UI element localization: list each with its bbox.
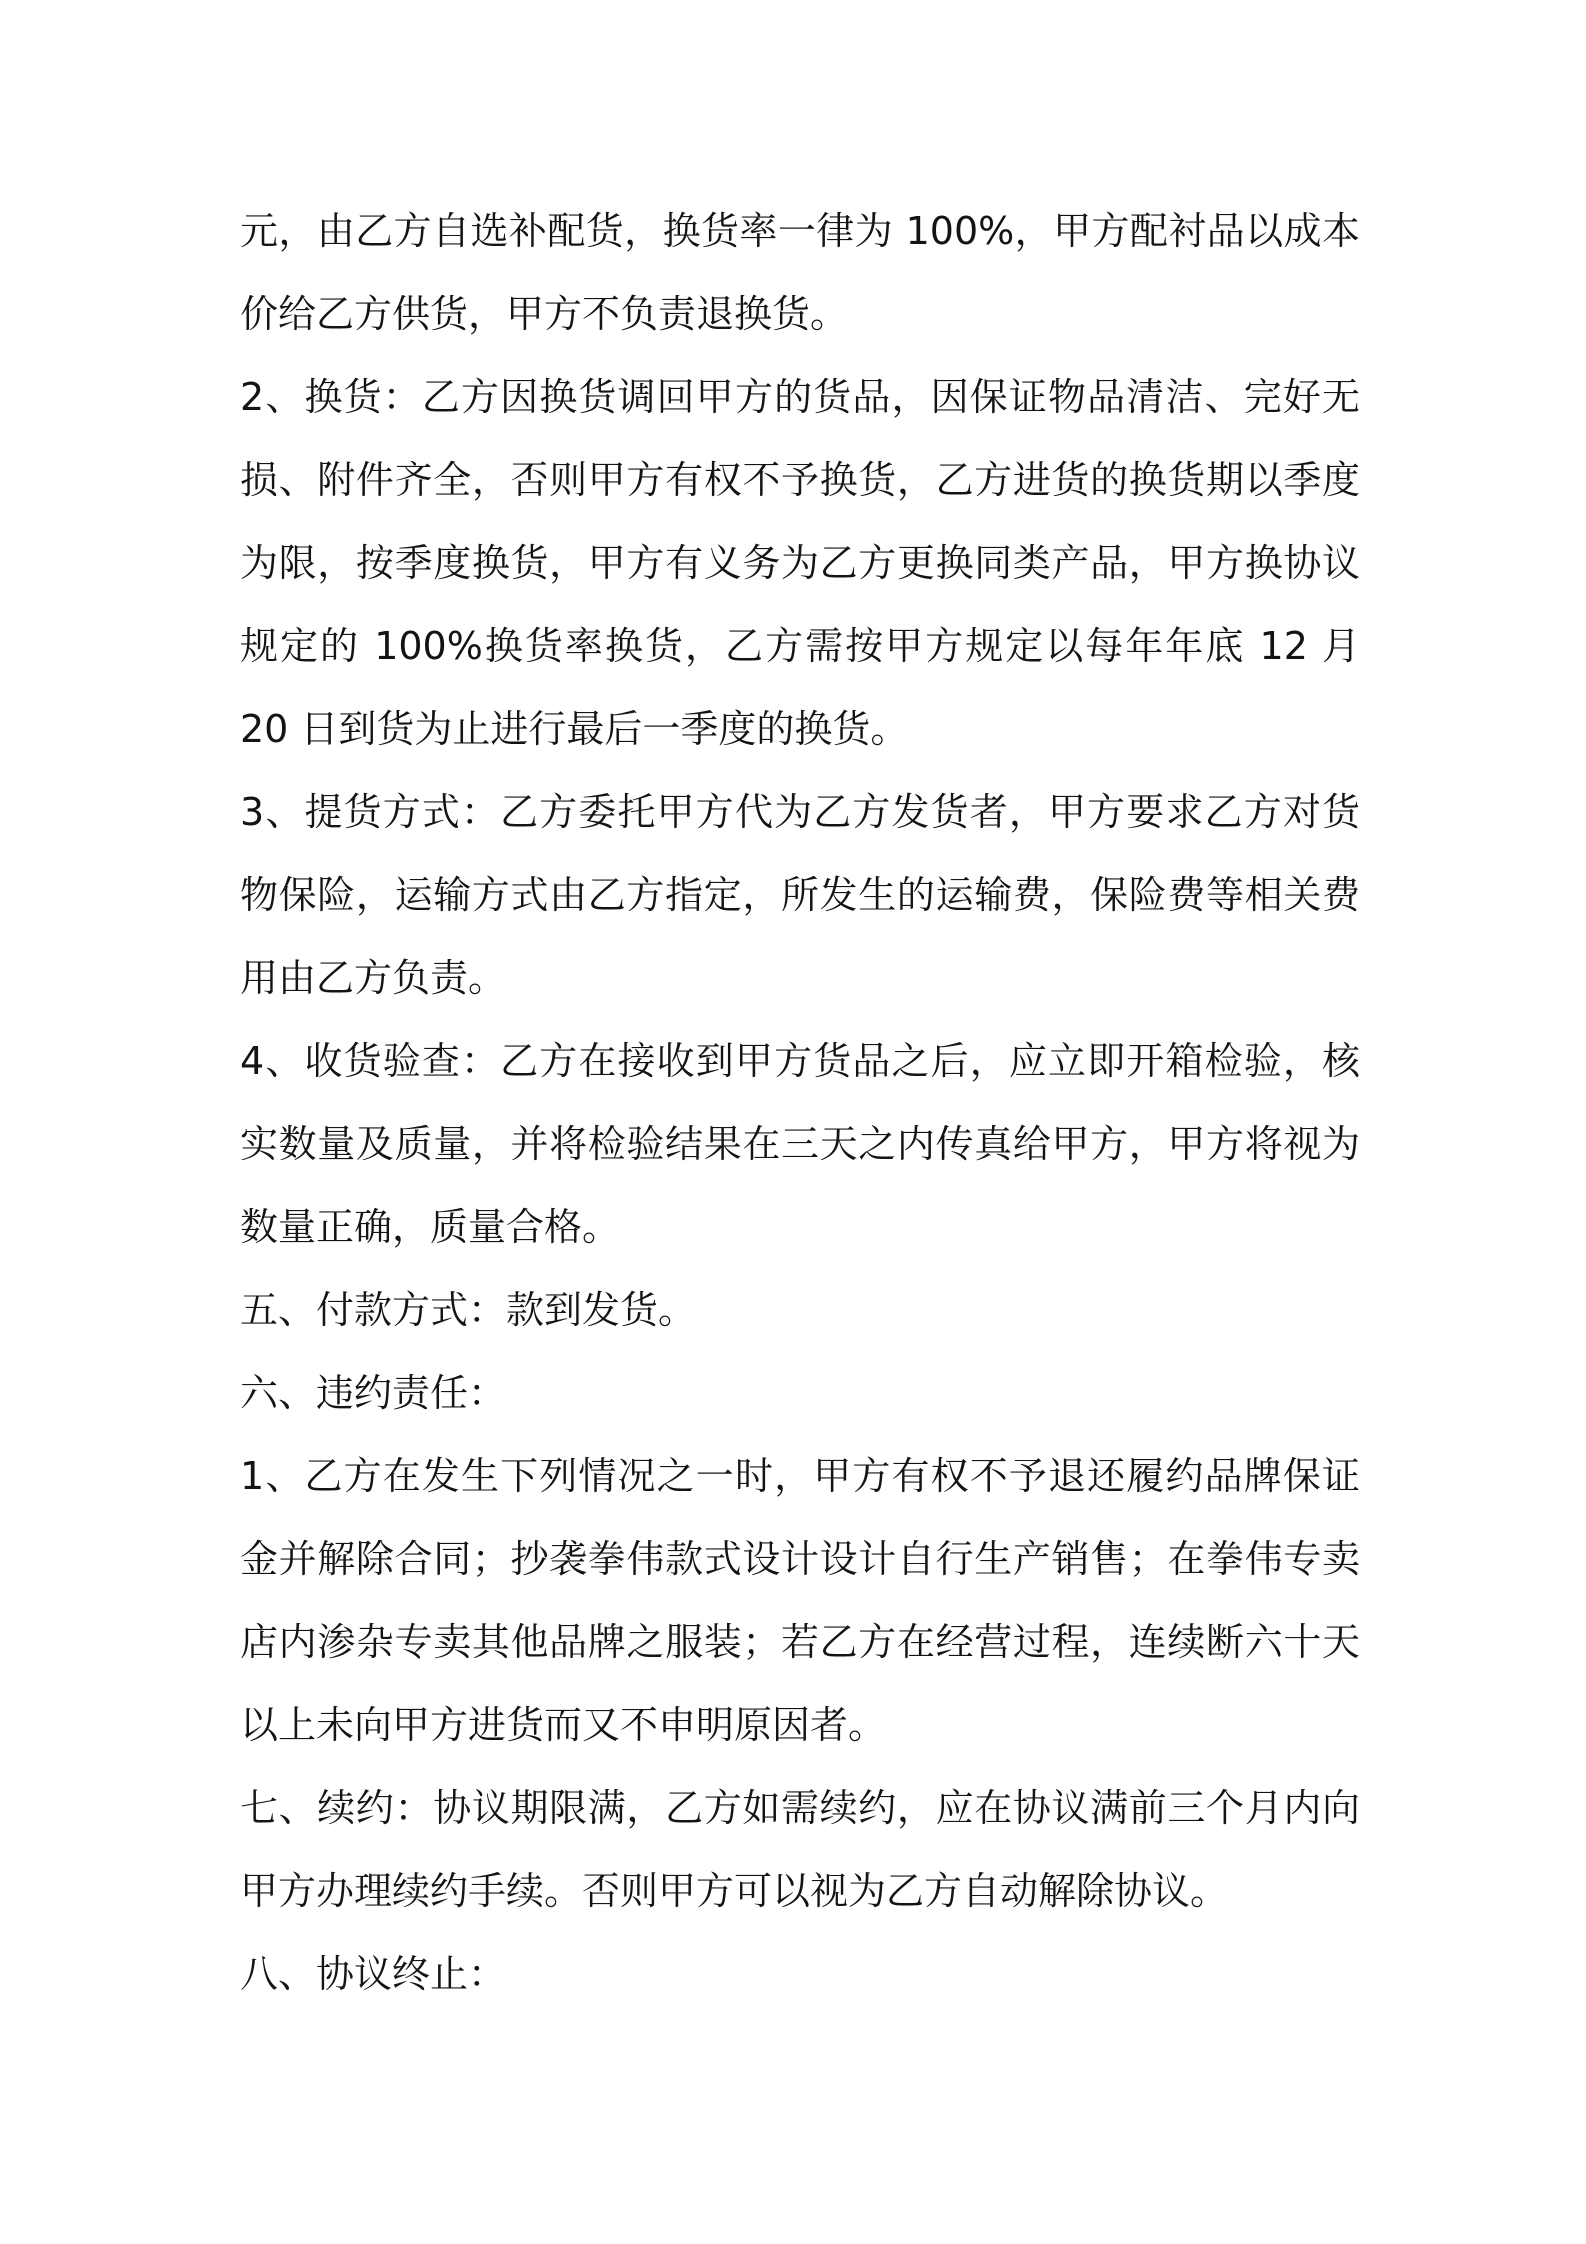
paragraph-delivery-method: 3、提货方式：乙方委托甲方代为乙方发货者，甲方要求乙方对货物保险，运输方式由乙方指定，所发生的运输费，保险费等相关费用由乙方负责。 <box>240 790 1360 1000</box>
paragraph-renewal: 七、续约：协议期限满，乙方如需续约，应在协议满前三个月内向甲方办理续约手续。否则甲方可以视为乙方自动解除协议。 <box>240 1786 1360 1913</box>
document-body <box>240 190 1360 2016</box>
paragraph-exchange-terms: 2、换货：乙方因换货调回甲方的货品，因保证物品清洁、完好无损、附件齐全，否则甲方有权不予换货，乙方进货的换货期以季度为限，按季度换货，甲方有义务为乙方更换同类产品，甲方换协议规定的 100%换货率换货，乙方需按甲方规定以每年年底 12 月 20 日到货为止进行最后一季度的换货。 <box>240 375 1360 751</box>
section-heading-termination: 八、协议终止： <box>240 1952 507 1996</box>
section-heading-payment: 五、付款方式：款到发货。 <box>240 1288 697 1332</box>
paragraph-exchange-rate-continuation: 元，由乙方自选补配货，换货率一律为 100%，甲方配衬品以成本价给乙方供货，甲方不负责退换货。 <box>240 209 1360 336</box>
paragraph-breach-conditions: 1、乙方在发生下列情况之一时，甲方有权不予退还履约品牌保证金并解除合同；抄袭拳伟款式设计设计自行生产销售；在拳伟专卖店内渗杂专卖其他品牌之服装；若乙方在经营过程，连续断六十天以上未向甲方进货而又不申明原因者。 <box>240 1454 1360 1747</box>
paragraph-receipt-inspection: 4、收货验查：乙方在接收到甲方货品之后，应立即开箱检验，核实数量及质量，并将检验结果在三天之内传真给甲方，甲方将视为数量正确，质量合格。 <box>240 1039 1360 1249</box>
section-heading-liability: 六、违约责任： <box>240 1371 507 1415</box>
